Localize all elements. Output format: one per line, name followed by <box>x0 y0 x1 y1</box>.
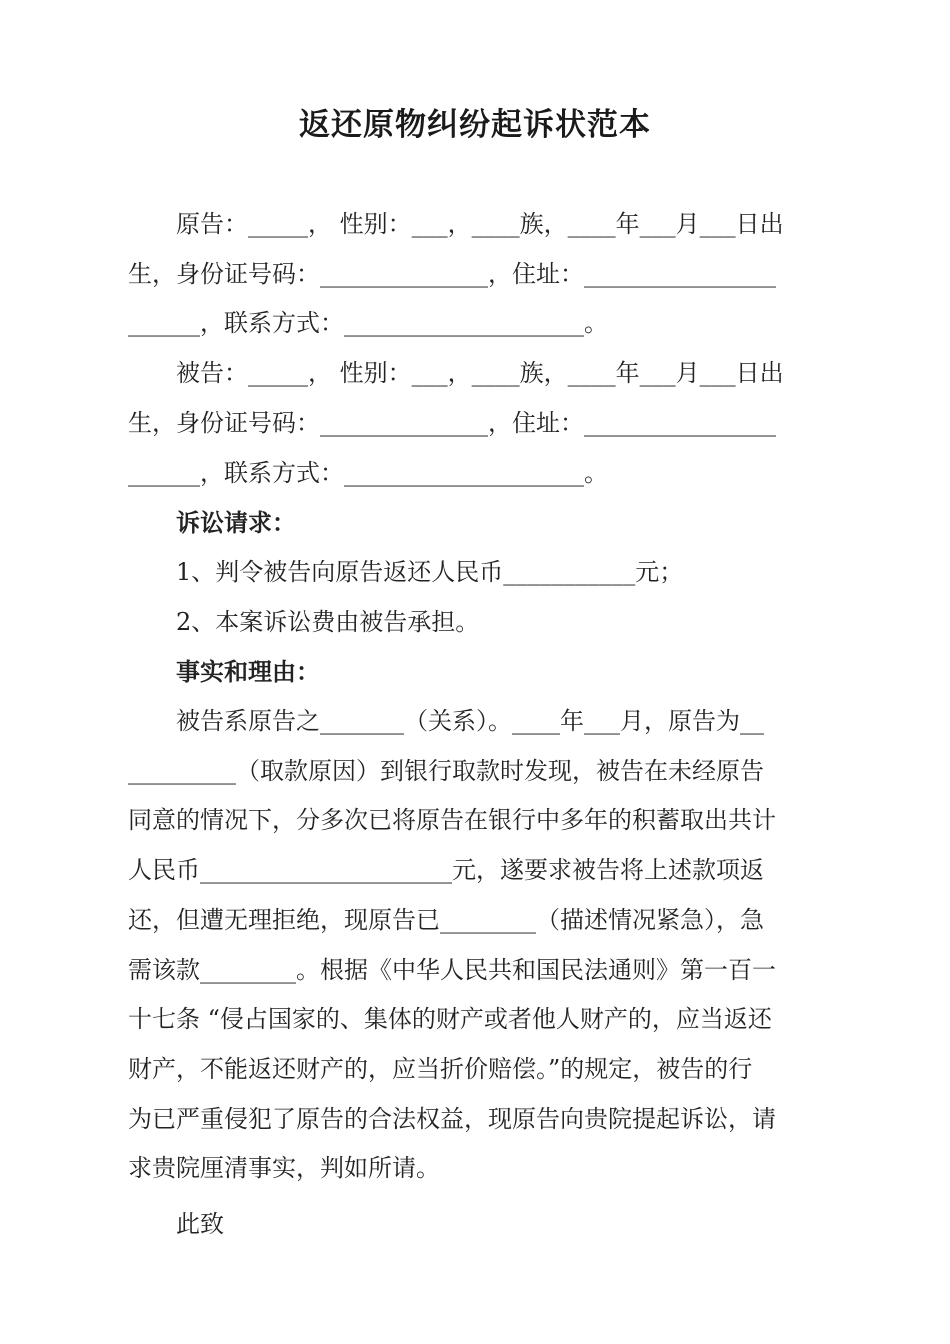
facts-paragraph <box>128 697 826 1194</box>
facts-line: _________（取款原因）到银行取款时发现，被告在未经原告 <box>128 756 764 785</box>
facts-line: 人民币_____________________元，遂要求被告将上述款项返 <box>128 856 764 885</box>
facts-line: 还，但遭无理拒绝，现原告已________（描述情况紧急），急 <box>128 905 764 934</box>
defendant-line: 生，身份证号码：______________，住址：________________ <box>128 408 776 437</box>
document-title: 返还原物纠纷起诉状范本 <box>299 107 651 143</box>
plaintiff-paragraph <box>128 200 826 349</box>
plaintiff-line: 生，身份证号码：______________，住址：________________ <box>128 259 776 288</box>
facts-heading: 事实和理由： <box>176 657 320 687</box>
claim-item: 1、判令被告向原告返还人民币___________元； <box>176 557 684 586</box>
document-body <box>128 200 826 1250</box>
facts-line: 求贵院厘清事实，判如所请。 <box>128 1154 440 1183</box>
facts-line: 十七条 “侵占国家的、集体的财产或者他人财产的，应当返还 <box>128 1005 772 1034</box>
plaintiff-line: ______，联系方式：____________________。 <box>128 309 608 338</box>
closing-text: 此致 <box>176 1210 224 1239</box>
facts-line: 财产，不能返还财产的，应当折价赔偿。”的规定，被告的行 <box>128 1054 753 1083</box>
claim-item: 2、本案诉讼费由被告承担。 <box>176 607 480 636</box>
facts-line: 被告系原告之_______（关系）。____年___月，原告为__ <box>176 707 764 736</box>
defendant-line: ______，联系方式：____________________。 <box>128 458 608 487</box>
plaintiff-line: 原告：_____， 性别：___，____族，____年___月___日出 <box>176 210 784 238</box>
facts-line: 需该款________。根据《中华人民共和国民法通则》第一百一 <box>128 955 776 984</box>
claims-heading: 诉讼请求： <box>176 508 296 538</box>
defendant-line: 被告：_____， 性别：___，____族，____年___月___日出 <box>176 359 784 388</box>
defendant-paragraph <box>128 349 826 498</box>
facts-line: 同意的情况下，分多次已将原告在银行中多年的积蓄取出共计 <box>128 806 776 835</box>
facts-line: 为已严重侵犯了原告的合法权益，现原告向贵院提起诉讼，请 <box>128 1104 776 1133</box>
